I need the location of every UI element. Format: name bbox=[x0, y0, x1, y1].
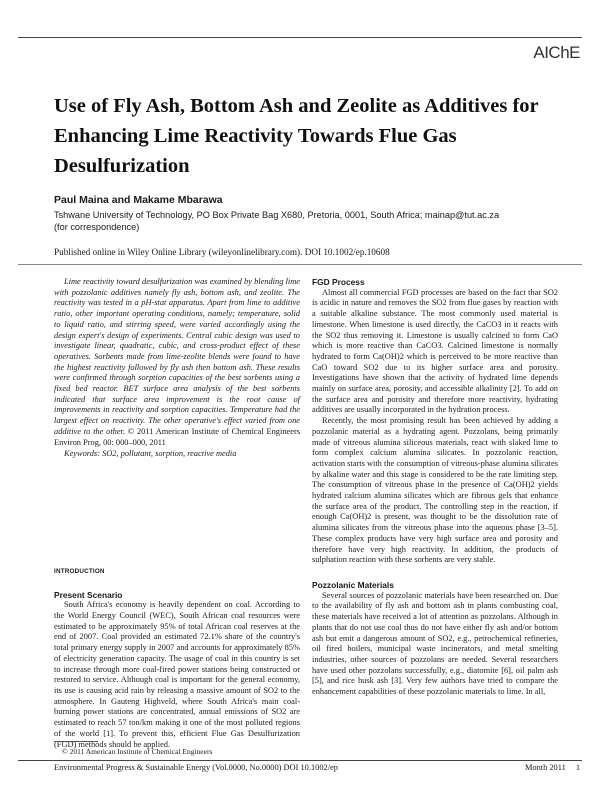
fgd-paragraph-1: Almost all commercial FGD processes are based on the fact that SO2 is acidic in nature and removes the SO2 from flue gases by reaction with a suitable alkaline substance. The most commonly used material is limestone. When limestone is used directly, the CaCO3 in it reacts with the SO2 thus removing it. Limestone is usually calcined to form CaO which is more reactive than CaCO3. Calcined limestone is normally hydrated to form Ca(OH)2 which is perceived to be more reactive than CaO toward SO2 due to its higher surface area and porosity. Investigations have shown that the activity of hydrated lime depends mainly on surface area, porosity, and accessible alkalinity [2]. To add on the surface area and porosity and therefore more reactivity, hydrating additives are usually incorporated in the hydration process. bbox=[312, 287, 558, 415]
introduction-heading: INTRODUCTION bbox=[54, 567, 105, 575]
published-online-line: Published online in Wiley Online Library (wileyonlinelibrary.com). DOI 10.1002/ep.10608 bbox=[54, 247, 390, 257]
author-names: Paul Maina and Makame Mbarawa bbox=[54, 194, 223, 206]
fgd-process-heading: FGD Process bbox=[312, 277, 365, 287]
page-number: 1 bbox=[575, 763, 580, 772]
fgd-paragraph-2: Recently, the most promising result has been achieved by adding a pozzolanic material as a hydrating agent. Pozzolans, being primarily made of vitreous alumina siliceous materials, react with slaked lime to form complex calcium alumina silicates. In pozzolanic reaction, activation starts with the consumption of vitreous-phase alumina silicates by alkaline water and this stage is considered to be the rate limiting step. The consumption of vitreous phase in the presence of Ca(OH)2 yields hydrated calcium alumina silicates which are fibrous gels that enhance the surface area of the product. The controlling step in the reaction, if enough Ca(OH)2 is present, was thought to be the dissolution rate of alumina silicates from the vitreous phase into the aqueous phase [3–5]. These complex products have very high surface area and porosity and therefore have very high reactivity. In addition, the products of sulphation reaction with these sorbents are very stable. bbox=[312, 416, 558, 565]
left-column bbox=[54, 277, 300, 750]
header-separator bbox=[18, 264, 582, 265]
abstract-copyright: © 2011 American Institute of Chemical Engineers Environ Prog, 00: 000–000, 2011 bbox=[54, 426, 300, 447]
footer-rule bbox=[18, 760, 582, 761]
footnote-rule bbox=[54, 741, 98, 742]
present-scenario-heading: Present Scenario bbox=[54, 589, 123, 600]
abstract-text: Lime reactivity toward desulfurization was examined by blending lime with pozzolanic additives namely fly ash, bottom ash, and zeolite. The reactivity was tested in a pH-stat apparatus. Apart from lime to additive ratio, other important operating conditions, namely; temperature, solid to liquid ratio, and stirring speed, were varied accordingly using the design expert's design of experiments. Central cubic design was used to investigate linear, quadratic, cubic, and cross-product effect of these operatives. Sorbents made from lime-zeolite blends were found to have the highest reactivity followed by fly ash then bottom ash. These results were confirmed through sorption capacities of the best sorbents using a fixed bed reactor. BET surface area analysis of the best sorbents indicated that surface area improvement is the root cause of improvements in reactivity and sorption capacities. Temperature had the largest effect on reactivity. The other operative's effect varied from one additive to the other. bbox=[54, 277, 300, 436]
abstract bbox=[54, 277, 300, 448]
footer-date-page bbox=[515, 763, 580, 772]
header-rule bbox=[18, 37, 582, 38]
pozzolanic-materials-heading: Pozzolanic Materials bbox=[312, 579, 394, 590]
copyright-footnote: © 2011 American Institute of Chemical Engineers bbox=[62, 747, 213, 756]
keywords: Keywords: SO2, pollutant, sorption, reactive media bbox=[64, 449, 237, 459]
article-title: Use of Fly Ash, Bottom Ash and Zeolite as Additives for Enhancing Lime Reactivity Towards Flue Gas Desulfurization bbox=[54, 95, 539, 177]
author-affiliation bbox=[54, 209, 574, 233]
right-column bbox=[312, 277, 558, 698]
journal-footer: Environmental Progress & Sustainable Energy (Vol.0000, No.0000) DOI 10.1002/ep bbox=[54, 763, 338, 772]
footer-month-year: Month 2011 bbox=[524, 763, 566, 772]
correspondence-note: (for correspondence) bbox=[54, 222, 140, 232]
pozzolanic-paragraph: Several sources of pozzolanic materials have been researched on. Due to the availability of fly ash and bottom ash in plants combusting coal, these materials have received a lot of attention as pozzolans. Although in plants that do not use coal thus do not have either fly ash and/or bottom ash but emit a dangerous amount of SO2, e.g., petrochemical refineries, oil fired boilers, municipal waste incinerators, and metal smelting industries, other sources of pozzolans are needed. Several researchers have used other pozzolans successfully, e.g., diatomite [6], oil palm ash [5], and rice husk ash [3]. Very few authors have tried to compare the enhancement capabilities of these pozzolanic materials to lime. In all, bbox=[312, 590, 558, 697]
affiliation-line: Tshwane University of Technology, PO Box Private Bag X680, Pretoria, 0001, South Africa; mainap@tut.ac.za bbox=[54, 210, 500, 220]
present-scenario-paragraph: South Africa's economy is heavily dependent on coal. According to the World Energy Council (WEC), South African coal resources were estimated to be approximately 95% of total African coal reserves at the end of 2007. Coal provided an estimated 72.1% share of the country's total primary energy supply in 2007 and accounts for approximately 85% of electricity generation capacity. The usage of coal in this country is set to increase through more coal-fired power stations being constructed or restored to service. Although coal is important for the general economy, its use is causing acid rain by releasing a massive amount of SO2 to the atmosphere. In Gauteng Highveld, where South Africa's main coal-burning power stations are concentrated, annual emissions of SO2 are estimated to reach 57 ton/km making it one of the most polluted regions of the world [1]. To prevent this, efficient Flue Gas Desulfurization (FGD) methods should be applied. bbox=[54, 600, 300, 749]
aiche-logo: AIChE bbox=[533, 43, 580, 62]
